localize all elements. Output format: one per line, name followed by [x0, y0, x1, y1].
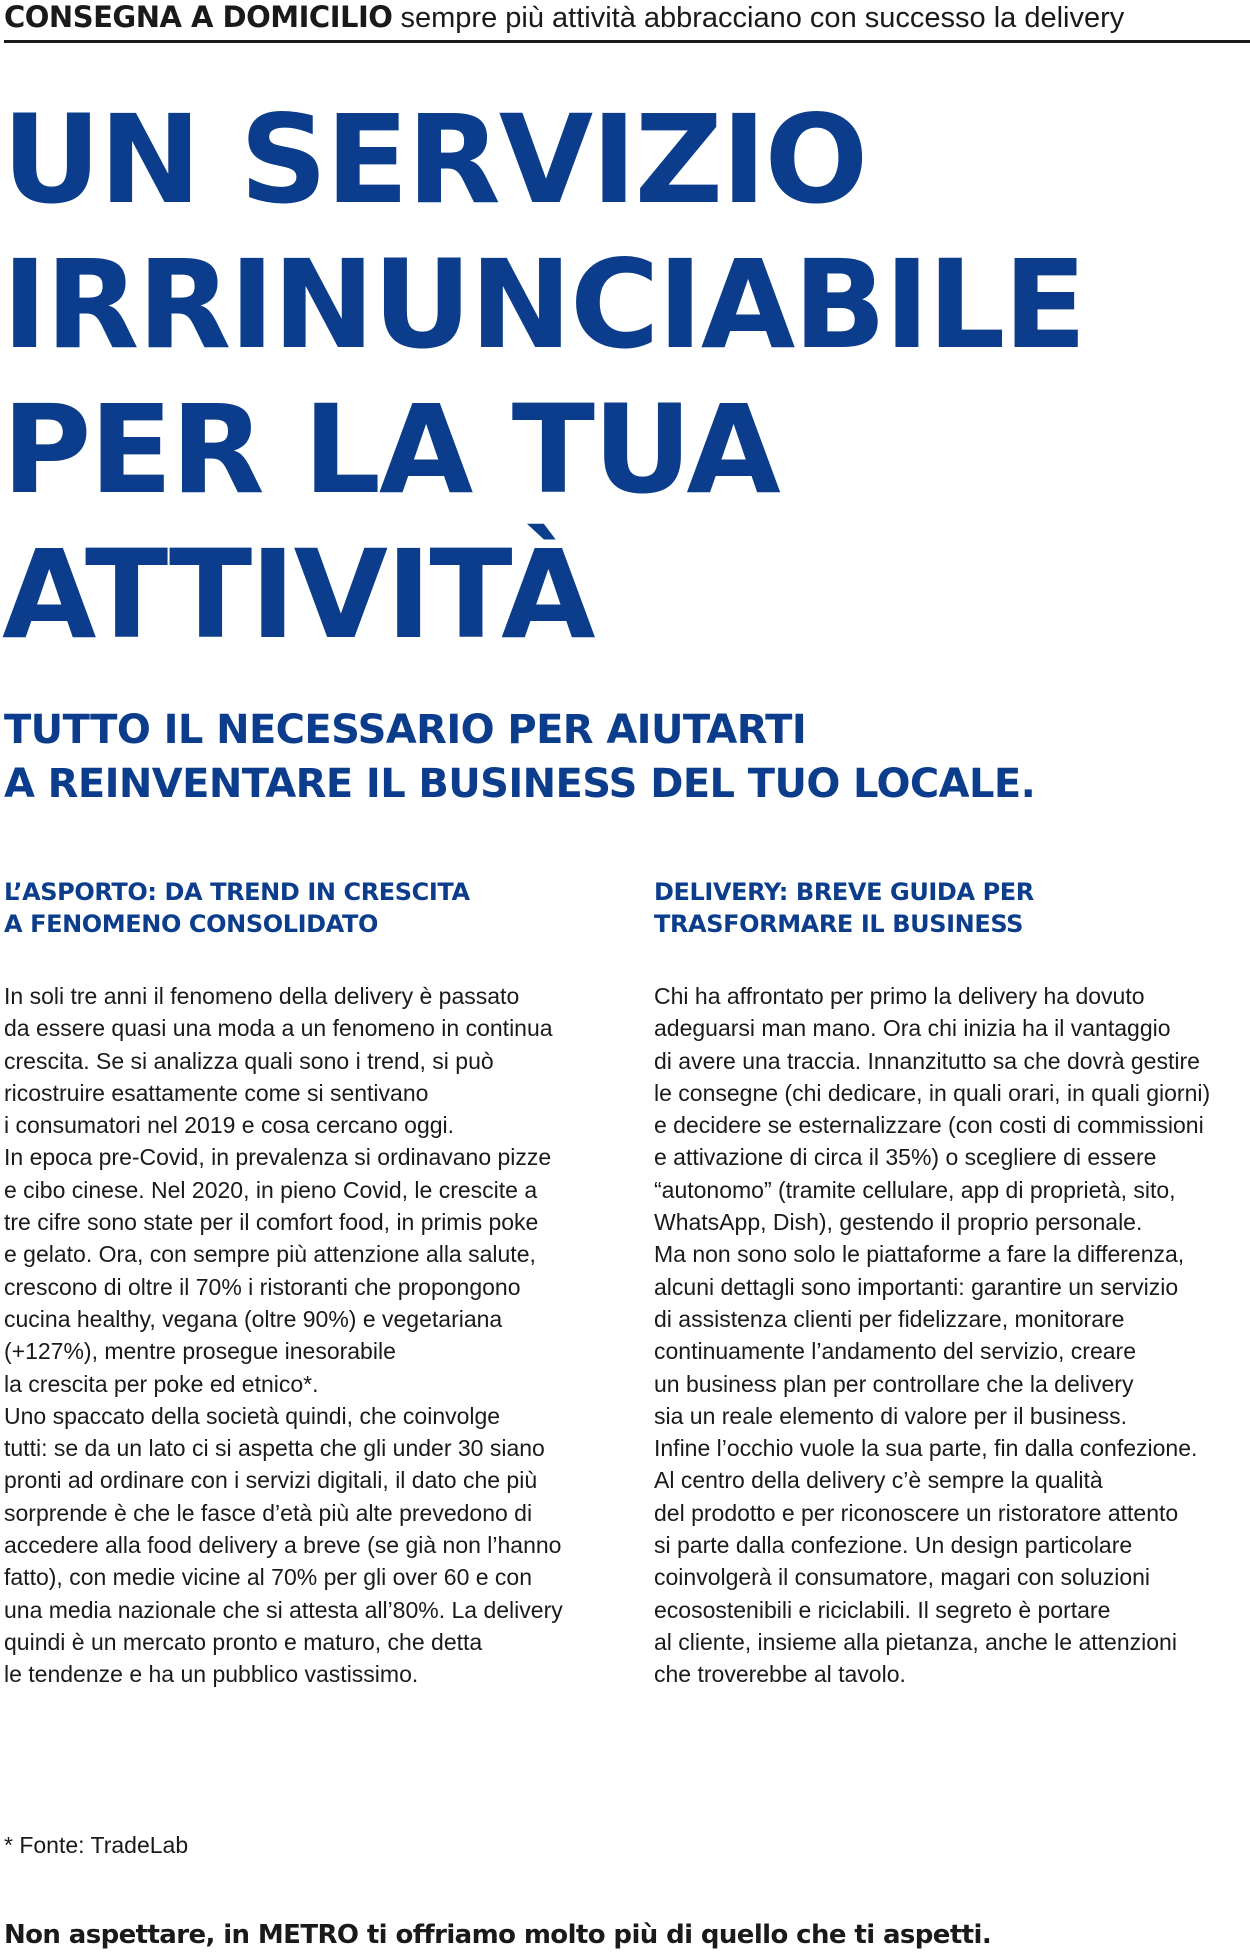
left-column	[4, 876, 604, 1691]
body-line: sorprende è che le fasce d’età più alte prevedono di	[4, 1499, 533, 1526]
body-line: Chi ha affrontato per primo la delivery ha dovuto	[654, 983, 1145, 1009]
body-line: alcuni dettagli sono importanti: garantire un servizio	[654, 1273, 1179, 1300]
headline-line: IRRINUNCIABILE	[2, 234, 1085, 376]
body-line: crescono di oltre il 70% i ristoranti che propongono	[4, 1273, 521, 1300]
body-line: cucina healthy, vegana (oltre 90%) e vegetariana	[4, 1305, 503, 1332]
body-line: “autonomo” (tramite cellulare, app di proprietà, sito,	[654, 1176, 1176, 1203]
source-footnote: * Fonte: TradeLab	[4, 1832, 189, 1858]
body-line: In epoca pre-Covid, in prevalenza si ordinavano pizze	[4, 1144, 552, 1171]
kicker-text: sempre più attività abbracciano con successo la delivery	[392, 2, 1125, 34]
left-column-title	[4, 876, 604, 980]
column-title-line: A FENOMENO CONSOLIDATO	[4, 910, 378, 938]
right-column-title	[654, 876, 1250, 980]
subheadline-line: A REINVENTARE IL BUSINESS DEL TUO LOCALE.	[4, 761, 1036, 807]
headline-line: UN SERVIZIO	[2, 89, 867, 231]
body-line: si parte dalla confezione. Un design particolare	[654, 1532, 1133, 1559]
body-line: che troverebbe al tavolo.	[654, 1661, 906, 1688]
body-line: e attivazione di circa il 35%) o scegliere di essere	[654, 1144, 1157, 1171]
body-line: sia un reale elemento di valore per il business.	[654, 1402, 1128, 1429]
body-line: adeguarsi man mano. Ora chi inizia ha il vantaggio	[654, 1015, 1171, 1042]
body-line: e decidere se esternalizzare (con costi di commissioni	[654, 1112, 1204, 1139]
body-line: le consegne (chi dedicare, in quali orari, in quali giorni)	[654, 1079, 1211, 1106]
body-line: tre cifre sono state per il comfort food, in primis poke	[4, 1209, 539, 1236]
body-line: pronti ad ordinare con i servizi digitali, il dato che più	[4, 1467, 538, 1494]
body-line: coinvolgerà il consumatore, magari con soluzioni	[654, 1564, 1151, 1591]
right-column	[654, 876, 1250, 1691]
body-line: Uno spaccato della società quindi, che coinvolge	[4, 1402, 501, 1429]
section-kicker	[4, 0, 1244, 40]
subheadline	[4, 703, 1244, 811]
body-line: Al centro della delivery c’è sempre la qualità	[654, 1467, 1103, 1494]
column-title-line: DELIVERY: BREVE GUIDA PER	[654, 878, 1034, 906]
body-line: la crescita per poke ed etnico*.	[4, 1370, 319, 1397]
body-line: continuamente l’andamento del servizio, creare	[654, 1338, 1136, 1365]
body-line: quindi è un mercato pronto e maturo, che detta	[4, 1628, 483, 1655]
body-line: di assistenza clienti per fidelizzare, monitorare	[654, 1305, 1125, 1332]
body-line: del prodotto e per riconoscere un ristoratore attento	[654, 1499, 1179, 1526]
body-line: e cibo cinese. Nel 2020, in pieno Covid, le crescite a	[4, 1176, 538, 1203]
headline-line: PER LA TUA	[2, 379, 779, 521]
subheadline-line: TUTTO IL NECESSARIO PER AIUTARTI	[4, 707, 807, 753]
body-line: e gelato. Ora, con sempre più attenzione alla salute,	[4, 1241, 536, 1268]
body-line: ricostruire esattamente come si sentivano	[4, 1079, 429, 1106]
body-line: tutti: se da un lato ci si aspetta che gli under 30 siano	[4, 1435, 545, 1462]
headline-line: ATTIVITÀ	[2, 524, 594, 666]
body-line: (+127%), mentre prosegue inesorabile	[4, 1338, 396, 1365]
body-line: In soli tre anni il fenomeno della delivery è passato	[4, 983, 520, 1009]
body-line: ecosostenibili e riciclabili. Il segreto è portare	[654, 1596, 1111, 1623]
body-line: al cliente, insieme alla pietanza, anche le attenzioni	[654, 1628, 1177, 1655]
column-title-line: TRASFORMARE IL BUSINESS	[654, 910, 1024, 938]
body-line: un business plan per controllare che la delivery	[654, 1370, 1134, 1397]
body-line: Ma non sono solo le piattaforme a fare la differenza,	[654, 1241, 1185, 1268]
headline	[2, 88, 1242, 668]
body-line: Infine l’occhio vuole la sua parte, fin dalla confezione.	[654, 1435, 1198, 1462]
right-column-body	[654, 980, 1250, 1691]
left-column-body	[4, 980, 604, 1691]
body-line: crescita. Se si analizza quali sono i trend, si può	[4, 1047, 494, 1074]
body-line: una media nazionale che si attesta all’80%. La delivery	[4, 1596, 563, 1623]
body-line: le tendenze e ha un pubblico vastissimo.	[4, 1661, 419, 1688]
body-line: da essere quasi una moda a un fenomeno in continua	[4, 1015, 553, 1042]
body-line: di avere una traccia. Innanzitutto sa che dovrà gestire	[654, 1047, 1200, 1074]
column-title-line: L’ASPORTO: DA TREND IN CRESCITA	[4, 878, 470, 906]
body-line: i consumatori nel 2019 e cosa cercano oggi.	[4, 1112, 455, 1139]
header-rule	[4, 40, 1250, 43]
body-line: WhatsApp, Dish), gestendo il proprio personale.	[654, 1209, 1143, 1236]
kicker-label: CONSEGNA A DOMICILIO	[4, 0, 393, 34]
body-line: accedere alla food delivery a breve (se già non l’hanno	[4, 1532, 562, 1559]
closing-tagline: Non aspettare, in METRO ti offriamo molto più di quello che ti aspetti.	[4, 1920, 992, 1950]
body-line: fatto), con medie vicine al 70% per gli over 60 e con	[4, 1564, 533, 1591]
